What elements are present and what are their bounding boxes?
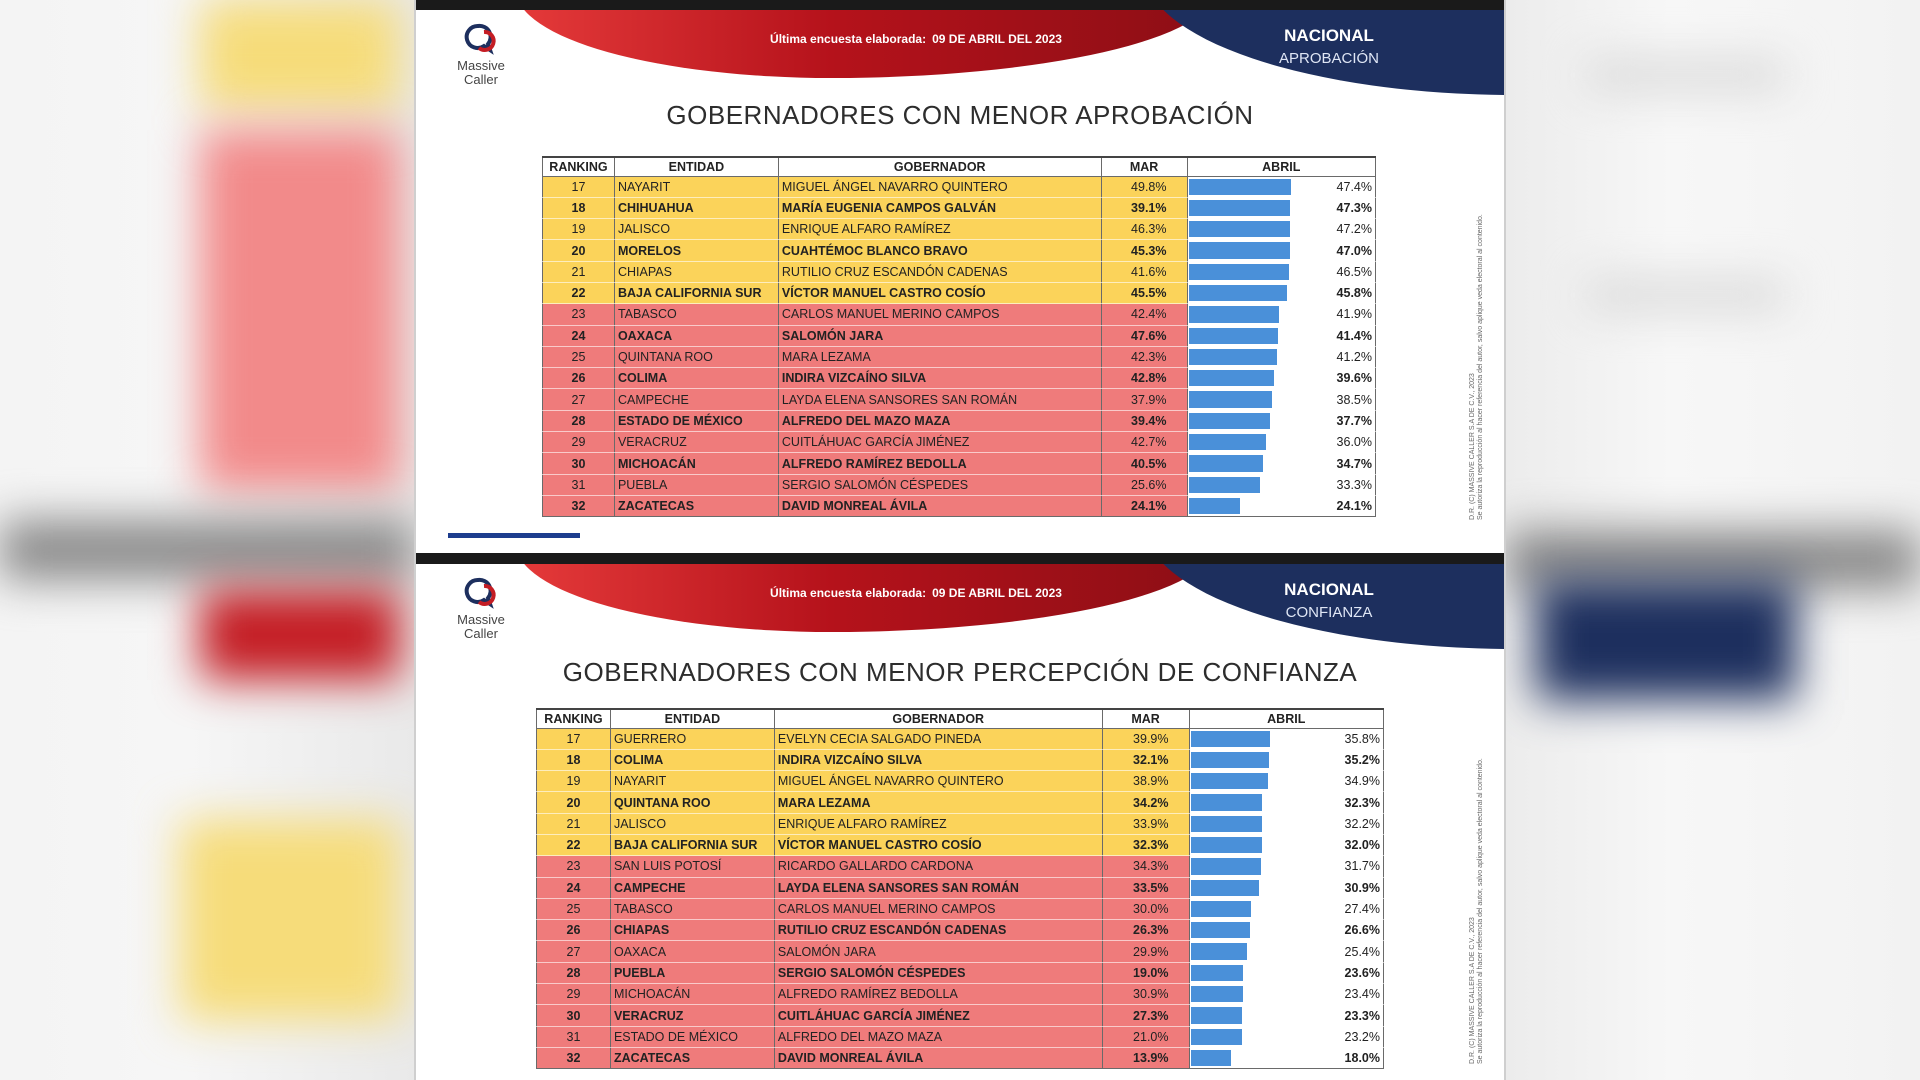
abril-bar	[1189, 285, 1288, 301]
col-mar: MAR	[1101, 157, 1187, 176]
entidad-cell: CHIHUAHUA	[614, 197, 778, 218]
abril-cell	[1189, 941, 1384, 962]
subsection-label: APROBACIÓN	[1278, 50, 1380, 67]
col-entidad: ENTIDAD	[610, 709, 774, 728]
mar-cell: 13.9%	[1102, 1047, 1189, 1068]
table-row	[537, 749, 1384, 770]
abril-cell	[1187, 495, 1376, 516]
gobernador-cell: RUTILIO CRUZ ESCANDÓN CADENAS	[778, 261, 1101, 282]
ranking-cell: 28	[537, 962, 611, 983]
blurred-backdrop-right	[1506, 0, 1920, 1080]
mar-cell: 19.0%	[1102, 962, 1189, 983]
gobernador-cell: MARA LEZAMA	[778, 346, 1101, 367]
entidad-cell: BAJA CALIFORNIA SUR	[610, 834, 774, 855]
abril-bar	[1189, 306, 1279, 322]
abril-value: 23.3%	[1344, 1008, 1380, 1023]
table-row	[543, 325, 1376, 346]
ranking-cell: 20	[543, 240, 615, 261]
table-row	[537, 1026, 1384, 1047]
abril-cell	[1189, 984, 1384, 1005]
copyright-note: D.R. (C) MASSIVE CALLER S.A DE C.V., 2023 Se autoriza la reproducción al hacer referencia del autor, salvo aplique veda electoral al contenido.	[1469, 214, 1484, 520]
mar-cell: 24.1%	[1101, 495, 1187, 516]
table-row	[537, 941, 1384, 962]
table-row	[537, 856, 1384, 877]
entidad-cell: VERACRUZ	[614, 432, 778, 453]
gobernador-cell: RICARDO GALLARDO CARDONA	[774, 856, 1102, 877]
abril-bar	[1189, 242, 1290, 258]
abril-cell	[1189, 962, 1384, 983]
abril-value: 41.2%	[1336, 350, 1372, 365]
table-row	[537, 728, 1384, 749]
mar-cell: 45.3%	[1101, 240, 1187, 261]
mar-cell: 21.0%	[1102, 1026, 1189, 1047]
gobernador-cell: SERGIO SALOMÓN CÉSPEDES	[778, 474, 1101, 495]
ranking-cell: 21	[543, 261, 615, 282]
abril-cell	[1189, 1026, 1384, 1047]
abril-value: 41.4%	[1336, 328, 1372, 343]
entidad-cell: JALISCO	[610, 813, 774, 834]
survey-date-text: Última encuesta elaborada: 09 DE ABRIL DEL 2023	[770, 586, 1062, 600]
entidad-cell: CHIAPAS	[610, 920, 774, 941]
ranking-cell: 17	[543, 176, 615, 197]
abril-bar	[1191, 880, 1260, 896]
mar-cell: 29.9%	[1102, 941, 1189, 962]
abril-cell	[1189, 920, 1384, 941]
abril-value: 47.0%	[1336, 243, 1372, 258]
col-abril: ABRIL	[1187, 157, 1376, 176]
abril-value: 26.6%	[1344, 923, 1380, 938]
mar-cell: 25.6%	[1101, 474, 1187, 495]
mar-cell: 37.9%	[1101, 389, 1187, 410]
entidad-cell: NAYARIT	[614, 176, 778, 197]
entidad-cell: BAJA CALIFORNIA SUR	[614, 282, 778, 303]
abril-value: 25.4%	[1344, 944, 1380, 959]
abril-value: 38.5%	[1336, 392, 1372, 407]
table-row	[543, 197, 1376, 218]
abril-bar	[1191, 858, 1262, 874]
abril-value: 41.9%	[1336, 307, 1372, 322]
entidad-cell: MORELOS	[614, 240, 778, 261]
abril-value: 24.1%	[1336, 499, 1372, 514]
entidad-cell: OAXACA	[610, 941, 774, 962]
abril-bar	[1191, 731, 1271, 747]
ranking-cell: 30	[537, 1005, 611, 1026]
gobernador-cell: ALFREDO DEL MAZO MAZA	[778, 410, 1101, 431]
table-row	[543, 410, 1376, 431]
abril-bar	[1191, 816, 1263, 832]
table-row	[543, 304, 1376, 325]
entidad-cell: PUEBLA	[610, 962, 774, 983]
abril-value: 34.7%	[1336, 456, 1372, 471]
abril-bar	[1189, 391, 1272, 407]
copyright-note: D.R. (C) MASSIVE CALLER S.A DE C.V., 2023 Se autoriza la reproducción al hacer referencia del autor, salvo aplique veda electoral al contenido.	[1469, 758, 1484, 1064]
table-row	[543, 240, 1376, 261]
abril-bar	[1189, 477, 1261, 493]
table-row	[537, 898, 1384, 919]
abril-value: 32.0%	[1344, 838, 1380, 853]
col-abril: ABRIL	[1189, 709, 1384, 728]
gobernador-cell: MARÍA EUGENIA CAMPOS GALVÁN	[778, 197, 1101, 218]
bottom-accent-strip	[448, 533, 580, 538]
mar-cell: 30.9%	[1102, 984, 1189, 1005]
ranking-cell: 23	[537, 856, 611, 877]
gobernador-cell: ENRIQUE ALFARO RAMÍREZ	[774, 813, 1102, 834]
gobernador-cell: MIGUEL ÁNGEL NAVARRO QUINTERO	[778, 176, 1101, 197]
gobernador-cell: CUAHTÉMOC BLANCO BRAVO	[778, 240, 1101, 261]
abril-bar	[1191, 922, 1250, 938]
top-dark-bar	[416, 0, 1504, 10]
abril-cell	[1189, 771, 1384, 792]
table-row	[543, 432, 1376, 453]
abril-bar	[1191, 986, 1243, 1002]
abril-cell	[1189, 749, 1384, 770]
abril-value: 34.9%	[1344, 774, 1380, 789]
entidad-cell: ZACATECAS	[614, 495, 778, 516]
mar-cell: 32.1%	[1102, 749, 1189, 770]
table-row	[543, 389, 1376, 410]
abril-bar	[1189, 200, 1291, 216]
table-row	[543, 219, 1376, 240]
gobernador-cell: LAYDA ELENA SANSORES SAN ROMÁN	[774, 877, 1102, 898]
entidad-cell: ESTADO DE MÉXICO	[610, 1026, 774, 1047]
subsection-label: CONFIANZA	[1285, 604, 1373, 621]
abril-value: 37.7%	[1336, 413, 1372, 428]
gobernador-cell: MIGUEL ÁNGEL NAVARRO QUINTERO	[774, 771, 1102, 792]
abril-value: 35.2%	[1344, 752, 1380, 767]
mar-cell: 49.8%	[1101, 176, 1187, 197]
gobernador-cell: SALOMÓN JARA	[774, 941, 1102, 962]
ranking-cell: 21	[537, 813, 611, 834]
table-row	[543, 176, 1376, 197]
slide-aprobacion	[416, 10, 1504, 553]
col-ranking: RANKING	[543, 157, 615, 176]
blurred-backdrop-left	[0, 0, 414, 1080]
entidad-cell: ZACATECAS	[610, 1047, 774, 1068]
abril-cell	[1189, 877, 1384, 898]
table-row	[543, 495, 1376, 516]
abril-bar	[1191, 837, 1262, 853]
abril-bar	[1191, 773, 1269, 789]
abril-value: 45.8%	[1336, 286, 1372, 301]
ranking-cell: 32	[543, 495, 615, 516]
mar-cell: 34.3%	[1102, 856, 1189, 877]
section-label: NACIONAL	[1284, 26, 1374, 45]
mar-cell: 39.4%	[1101, 410, 1187, 431]
abril-cell	[1189, 813, 1384, 834]
entidad-cell: CHIAPAS	[614, 261, 778, 282]
abril-value: 32.3%	[1344, 795, 1380, 810]
ranking-cell: 31	[537, 1026, 611, 1047]
abril-cell	[1187, 282, 1376, 303]
gobernador-cell: INDIRA VIZCAÍNO SILVA	[774, 749, 1102, 770]
section-label: NACIONAL	[1284, 580, 1374, 599]
abril-cell	[1187, 240, 1376, 261]
entidad-cell: QUINTANA ROO	[614, 346, 778, 367]
abril-cell	[1187, 219, 1376, 240]
mar-cell: 45.5%	[1101, 282, 1187, 303]
entidad-cell: SAN LUIS POTOSÍ	[610, 856, 774, 877]
abril-value: 47.4%	[1336, 179, 1372, 194]
abril-value: 47.3%	[1336, 200, 1372, 215]
abril-cell	[1189, 856, 1384, 877]
mar-cell: 39.9%	[1102, 728, 1189, 749]
slide-divider	[416, 553, 1504, 564]
ranking-cell: 27	[537, 941, 611, 962]
abril-cell	[1187, 432, 1376, 453]
entidad-cell: JALISCO	[614, 219, 778, 240]
slide-confianza	[416, 564, 1504, 1080]
abril-value: 31.7%	[1344, 859, 1380, 874]
ranking-cell: 28	[543, 410, 615, 431]
entidad-cell: PUEBLA	[614, 474, 778, 495]
abril-bar	[1189, 264, 1289, 280]
entidad-cell: COLIMA	[610, 749, 774, 770]
gobernador-cell: EVELYN CECIA SALGADO PINEDA	[774, 728, 1102, 749]
gobernador-cell: DAVID MONREAL ÁVILA	[774, 1047, 1102, 1068]
abril-value: 18.0%	[1344, 1051, 1380, 1066]
gobernador-cell: LAYDA ELENA SANSORES SAN ROMÁN	[778, 389, 1101, 410]
abril-cell	[1187, 389, 1376, 410]
entidad-cell: TABASCO	[614, 304, 778, 325]
table-row	[537, 771, 1384, 792]
survey-date-text: Última encuesta elaborada: 09 DE ABRIL DEL 2023	[770, 32, 1062, 46]
gobernador-cell: VÍCTOR MANUEL CASTRO COSÍO	[778, 282, 1101, 303]
abril-bar	[1189, 179, 1291, 195]
ranking-cell: 31	[543, 474, 615, 495]
mar-cell: 40.5%	[1101, 453, 1187, 474]
mar-cell: 32.3%	[1102, 834, 1189, 855]
abril-bar	[1189, 455, 1264, 471]
table-row	[537, 962, 1384, 983]
abril-bar	[1189, 349, 1278, 365]
mar-cell: 33.9%	[1102, 813, 1189, 834]
ranking-cell: 25	[537, 898, 611, 919]
abril-cell	[1187, 474, 1376, 495]
mar-cell: 46.3%	[1101, 219, 1187, 240]
ranking-cell: 23	[543, 304, 615, 325]
ranking-cell: 17	[537, 728, 611, 749]
table-row	[543, 346, 1376, 367]
abril-value: 27.4%	[1344, 902, 1380, 917]
chart-title: GOBERNADORES CON MENOR APROBACIÓN	[666, 100, 1254, 130]
logo-icon	[464, 22, 498, 56]
mar-cell: 42.8%	[1101, 368, 1187, 389]
abril-value: 23.6%	[1344, 965, 1380, 980]
abril-value: 23.4%	[1344, 987, 1380, 1002]
entidad-cell: VERACRUZ	[610, 1005, 774, 1026]
table-row	[537, 984, 1384, 1005]
ranking-cell: 22	[543, 282, 615, 303]
abril-bar	[1191, 943, 1248, 959]
gobernador-cell: SALOMÓN JARA	[778, 325, 1101, 346]
abril-value: 46.5%	[1336, 264, 1372, 279]
abril-cell	[1189, 898, 1384, 919]
ranking-cell: 20	[537, 792, 611, 813]
ranking-cell: 24	[543, 325, 615, 346]
gobernador-cell: ALFREDO RAMÍREZ BEDOLLA	[778, 453, 1101, 474]
ranking-cell: 18	[543, 197, 615, 218]
ranking-table	[536, 708, 1384, 1069]
table-row	[543, 474, 1376, 495]
entidad-cell: MICHOACÁN	[610, 984, 774, 1005]
chart-title: GOBERNADORES CON MENOR PERCEPCIÓN DE CONFIANZA	[562, 657, 1358, 687]
gobernador-cell: RUTILIO CRUZ ESCANDÓN CADENAS	[774, 920, 1102, 941]
logo-icon	[464, 576, 498, 610]
abril-cell	[1187, 410, 1376, 431]
col-entidad: ENTIDAD	[614, 157, 778, 176]
massive-caller-logo: Massive Caller	[446, 576, 516, 644]
abril-cell	[1187, 304, 1376, 325]
abril-cell	[1189, 1047, 1384, 1068]
table-row	[537, 920, 1384, 941]
abril-cell	[1189, 834, 1384, 855]
table-row	[537, 834, 1384, 855]
mar-cell: 26.3%	[1102, 920, 1189, 941]
gobernador-cell: CUITLÁHUAC GARCÍA JIMÉNEZ	[778, 432, 1101, 453]
abril-bar	[1191, 1050, 1231, 1066]
gobernador-cell: ALFREDO RAMÍREZ BEDOLLA	[774, 984, 1102, 1005]
abril-value: 47.2%	[1336, 222, 1372, 237]
abril-bar	[1189, 498, 1241, 514]
abril-cell	[1187, 346, 1376, 367]
entidad-cell: COLIMA	[614, 368, 778, 389]
table-row	[543, 453, 1376, 474]
entidad-cell: TABASCO	[610, 898, 774, 919]
gobernador-cell: CUITLÁHUAC GARCÍA JIMÉNEZ	[774, 1005, 1102, 1026]
table-row	[537, 1005, 1384, 1026]
abril-cell	[1189, 728, 1384, 749]
table-row	[537, 792, 1384, 813]
abril-value: 33.3%	[1336, 477, 1372, 492]
abril-cell	[1187, 453, 1376, 474]
entidad-cell: GUERRERO	[610, 728, 774, 749]
ranking-cell: 29	[543, 432, 615, 453]
abril-bar	[1191, 1007, 1243, 1023]
table-row	[537, 877, 1384, 898]
col-gobernador: GOBERNADOR	[774, 709, 1102, 728]
ranking-cell: 26	[543, 368, 615, 389]
abril-cell	[1187, 368, 1376, 389]
entidad-cell: OAXACA	[614, 325, 778, 346]
ranking-cell: 19	[543, 219, 615, 240]
table-row	[543, 261, 1376, 282]
abril-bar	[1189, 370, 1274, 386]
abril-bar	[1191, 901, 1252, 917]
abril-bar	[1191, 1029, 1243, 1045]
entidad-cell: CAMPECHE	[610, 877, 774, 898]
massive-caller-logo: Massive Caller	[446, 22, 516, 90]
gobernador-cell: DAVID MONREAL ÁVILA	[778, 495, 1101, 516]
mar-cell: 34.2%	[1102, 792, 1189, 813]
abril-bar	[1189, 413, 1270, 429]
abril-value: 39.6%	[1336, 371, 1372, 386]
abril-cell	[1189, 792, 1384, 813]
entidad-cell: MICHOACÁN	[614, 453, 778, 474]
abril-value: 32.2%	[1344, 816, 1380, 831]
ranking-cell: 24	[537, 877, 611, 898]
abril-bar	[1191, 965, 1244, 981]
ranking-table	[542, 156, 1376, 517]
mar-cell: 42.3%	[1101, 346, 1187, 367]
ranking-cell: 29	[537, 984, 611, 1005]
col-gobernador: GOBERNADOR	[778, 157, 1101, 176]
mar-cell: 33.5%	[1102, 877, 1189, 898]
col-mar: MAR	[1102, 709, 1189, 728]
abril-bar	[1189, 434, 1267, 450]
mar-cell: 38.9%	[1102, 771, 1189, 792]
ranking-cell: 32	[537, 1047, 611, 1068]
gobernador-cell: SERGIO SALOMÓN CÉSPEDES	[774, 962, 1102, 983]
abril-cell	[1187, 176, 1376, 197]
mar-cell: 42.4%	[1101, 304, 1187, 325]
abril-cell	[1187, 325, 1376, 346]
gobernador-cell: VÍCTOR MANUEL CASTRO COSÍO	[774, 834, 1102, 855]
gobernador-cell: ALFREDO DEL MAZO MAZA	[774, 1026, 1102, 1047]
mar-cell: 47.6%	[1101, 325, 1187, 346]
gobernador-cell: CARLOS MANUEL MERINO CAMPOS	[774, 898, 1102, 919]
gobernador-cell: ENRIQUE ALFARO RAMÍREZ	[778, 219, 1101, 240]
table-row	[543, 368, 1376, 389]
abril-value: 35.8%	[1344, 731, 1380, 746]
abril-value: 30.9%	[1344, 880, 1380, 895]
abril-value: 36.0%	[1336, 435, 1372, 450]
mar-cell: 42.7%	[1101, 432, 1187, 453]
mar-cell: 39.1%	[1101, 197, 1187, 218]
mar-cell: 30.0%	[1102, 898, 1189, 919]
gobernador-cell: MARA LEZAMA	[774, 792, 1102, 813]
abril-bar	[1189, 221, 1291, 237]
ranking-cell: 18	[537, 749, 611, 770]
ranking-cell: 26	[537, 920, 611, 941]
abril-cell	[1187, 261, 1376, 282]
abril-cell	[1187, 197, 1376, 218]
ranking-cell: 19	[537, 771, 611, 792]
entidad-cell: CAMPECHE	[614, 389, 778, 410]
table-row	[537, 813, 1384, 834]
abril-bar	[1189, 328, 1278, 344]
mar-cell: 41.6%	[1101, 261, 1187, 282]
abril-bar	[1191, 752, 1269, 768]
entidad-cell: QUINTANA ROO	[610, 792, 774, 813]
abril-cell	[1189, 1005, 1384, 1026]
gobernador-cell: CARLOS MANUEL MERINO CAMPOS	[778, 304, 1101, 325]
col-ranking: RANKING	[537, 709, 611, 728]
ranking-cell: 22	[537, 834, 611, 855]
table-row	[543, 282, 1376, 303]
ranking-cell: 25	[543, 346, 615, 367]
mar-cell: 27.3%	[1102, 1005, 1189, 1026]
abril-bar	[1191, 794, 1263, 810]
table-row	[537, 1047, 1384, 1068]
entidad-cell: ESTADO DE MÉXICO	[614, 410, 778, 431]
ranking-cell: 30	[543, 453, 615, 474]
entidad-cell: NAYARIT	[610, 771, 774, 792]
ranking-cell: 27	[543, 389, 615, 410]
gobernador-cell: INDIRA VIZCAÍNO SILVA	[778, 368, 1101, 389]
abril-value: 23.2%	[1344, 1029, 1380, 1044]
